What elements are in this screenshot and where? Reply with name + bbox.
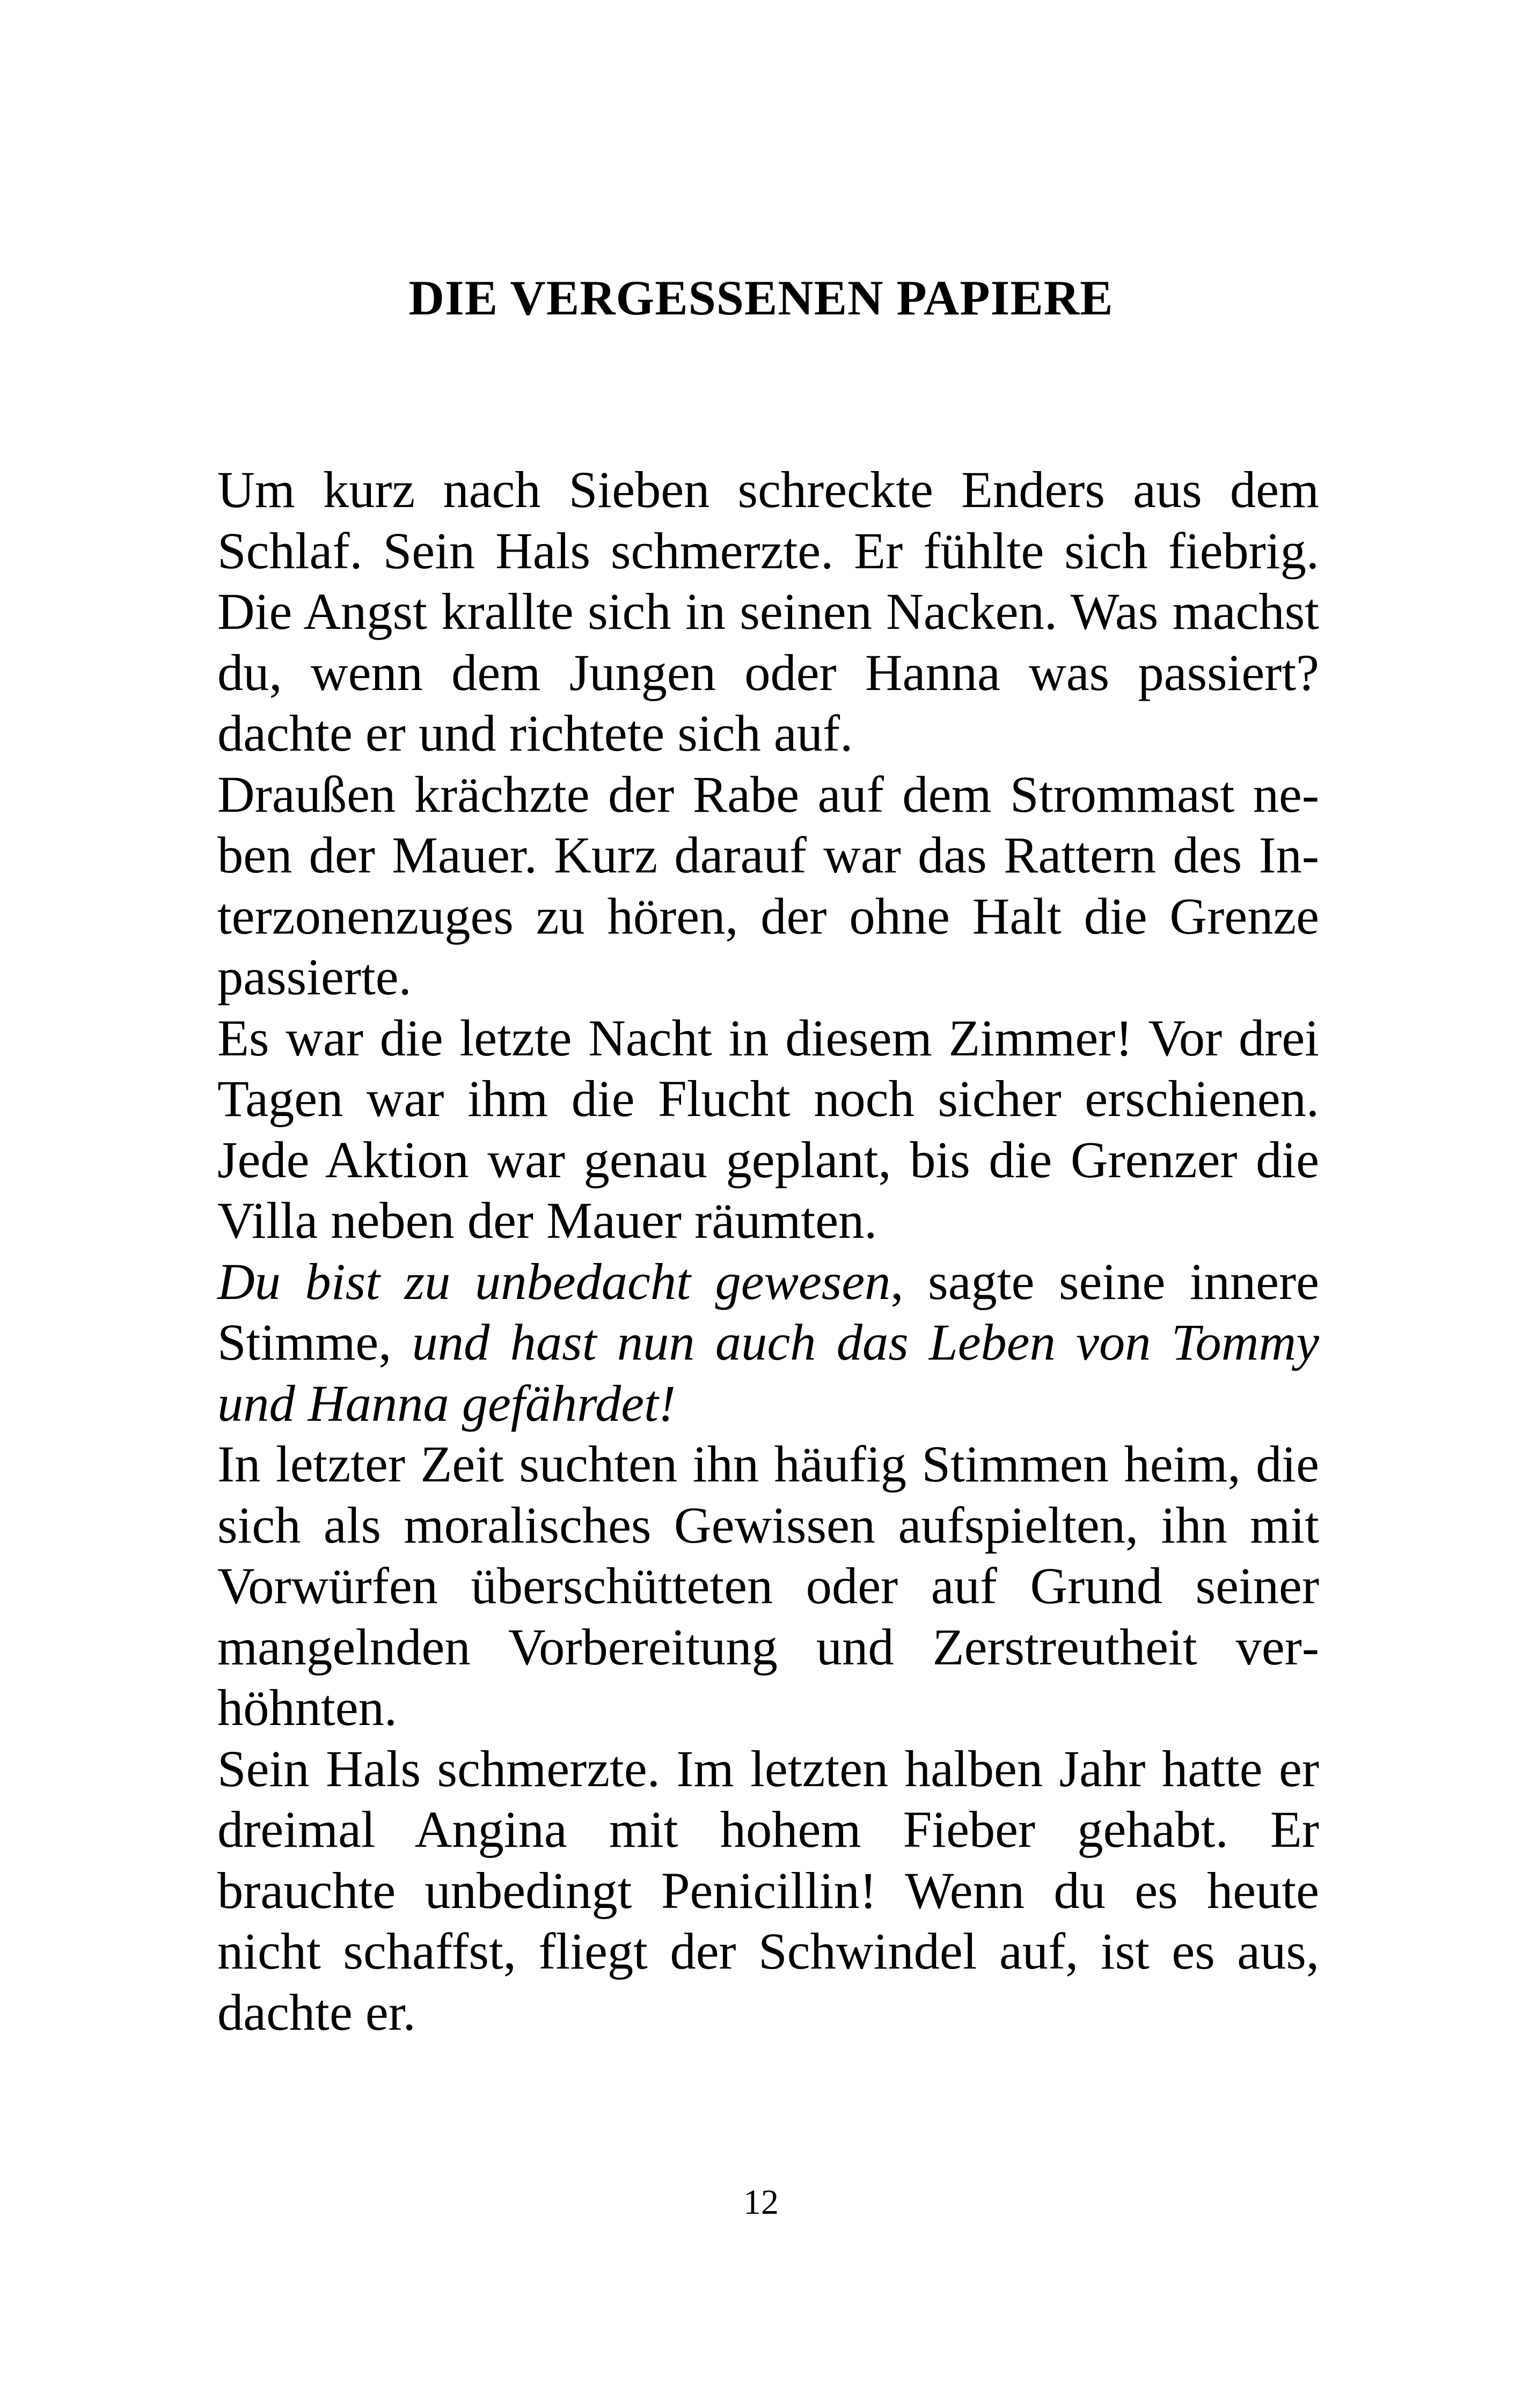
paragraph-3	[217, 1008, 1319, 1251]
inner-voice-text: und hast nun auch das Leben von Tommy und Hanna gefährdet!	[217, 1313, 1320, 1432]
page-number: 12	[743, 2183, 779, 2222]
body-text	[217, 459, 1319, 2043]
inner-voice-text: Du bist zu unbedacht gewesen	[217, 1252, 891, 1310]
paragraph-text: Um kurz nach Sieben schreckte Enders aus dem Schlaf. Sein Hals schmerzte. Er fühlte sich fiebrig. Die Angst krallte sich in seinen Nacken. Was machst du, wenn dem Jungen oder Hanna was passiert? dachte er und richtete sich auf.	[217, 461, 1319, 762]
paragraph-text: In letzter Zeit suchten ihn häufig Stimmen heim, die sich als moralisches Gewissen aufspielten, ihn mit Vorwürfen überschütteten oder auf Grund seiner mangelnden Vorbereitung und Zerstreutheit verhöhnten.	[217, 1435, 1319, 1736]
paragraph-2	[217, 764, 1319, 1008]
paragraph-text: Es war die letzte Nacht in diesem Zimmer! Vor drei Tagen war ihm die Flucht noch sicher erschienen. Jede Aktion war genau geplant, bis die Grenzer die Villa neben der Mauer räumten.	[217, 1009, 1319, 1249]
paragraph-1	[217, 459, 1319, 764]
paragraph-text: Sein Hals schmerzte. Im letzten halben Jahr hatte er dreimal Angina mit hohem Fieber gehabt. Er brauchte unbedingt Penicillin! Wenn du es heute nicht schaffst, fliegt der Schwindel auf, ist es aus, dachte er.	[217, 1739, 1319, 2041]
chapter-title: DIE VERGESSENEN PAPIERE	[408, 270, 1114, 325]
paragraph-4	[217, 1251, 1319, 1434]
paragraph-text: , sagte seine innere Stimme,	[217, 1252, 1319, 1371]
paragraph-6	[217, 1738, 1319, 2043]
paragraph-text: Draußen krächzte der Rabe auf dem Strommast neben der Mauer. Kurz darauf war das Rattern des Interzonenzuges zu hören, der ohne Halt die Grenze passierte.	[217, 765, 1319, 1005]
paragraph-5	[217, 1434, 1319, 1738]
